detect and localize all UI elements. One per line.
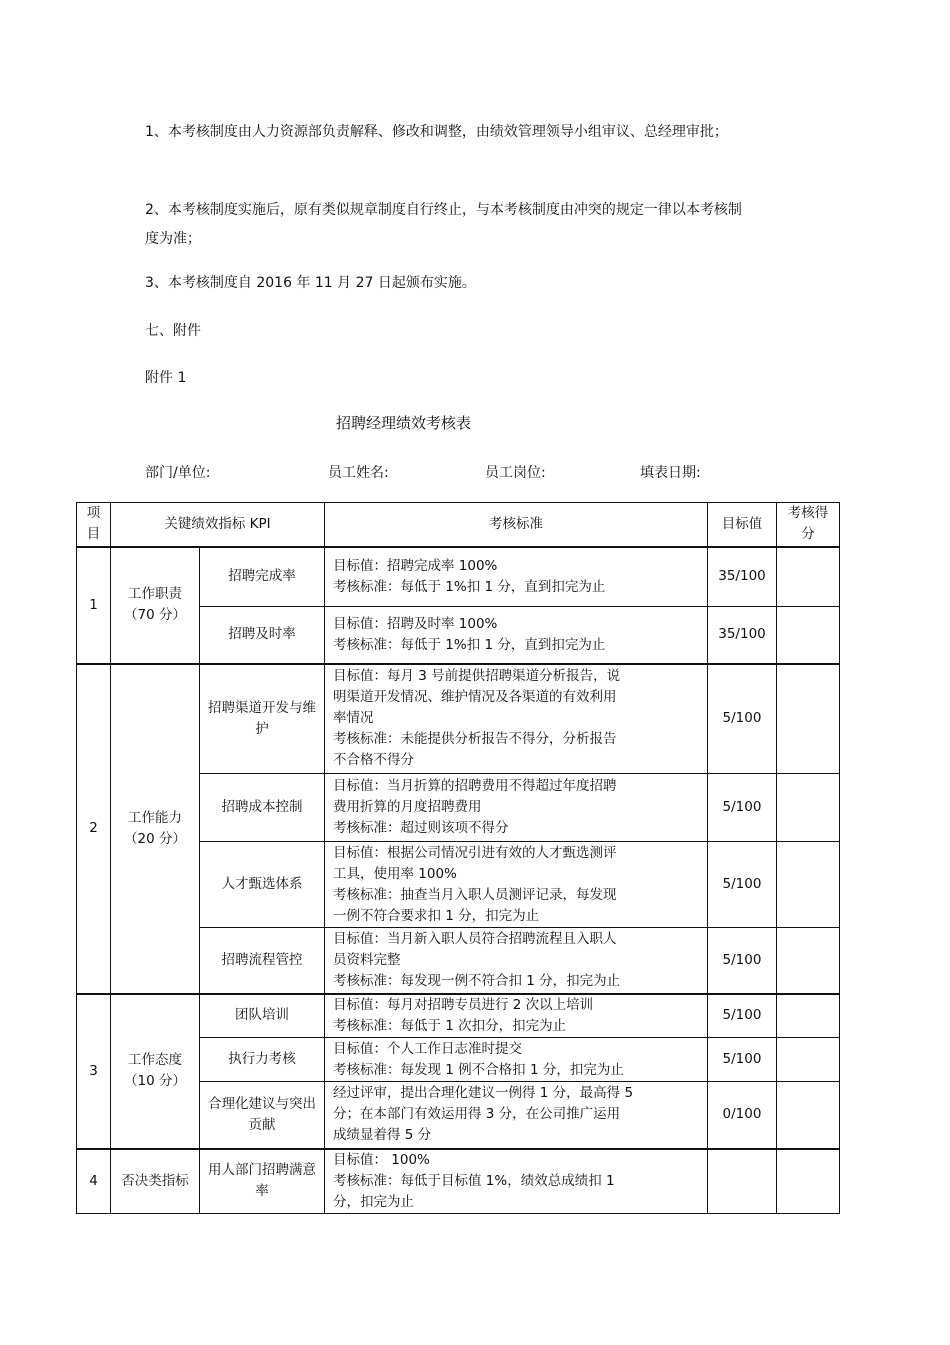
standard-line: 经过评审，提出合理化建议一例得 1 分，最高得 5 (333, 1085, 634, 1102)
header-item: 项目 (77, 503, 111, 547)
standard-line: 成绩显着得 5 分 (333, 1127, 432, 1144)
standard-line: 一例不符合要求扣 1 分，扣完为止 (333, 907, 540, 924)
standard-line: 考核标准：未能提供分析报告不得分，分析报告 (333, 731, 617, 748)
score-cell (777, 1149, 840, 1214)
kpi-table (76, 502, 840, 1214)
target-cell: 35/100 (708, 607, 777, 664)
standard-line: 考核标准：每发现 1 例不合格扣 1 分，扣完为止 (333, 1061, 624, 1078)
standard-line: 目标值：招聘及时率 100% (333, 615, 498, 632)
category-cell: 工作态度（10 分） (111, 994, 200, 1149)
item-number: 4 (77, 1149, 111, 1214)
score-cell (777, 994, 840, 1038)
standard-line: 工具，使用率 100% (333, 865, 457, 882)
attachment-label: 附件 1 (145, 370, 187, 386)
table-row (77, 547, 840, 607)
standard-line: 考核标准：每低于 1%扣 1 分，直到扣完为止 (333, 636, 606, 653)
table-row (77, 664, 840, 774)
target-cell: 0/100 (708, 1082, 777, 1149)
kpi-cell: 合理化建议与突出贡献 (200, 1082, 325, 1149)
score-cell (777, 1082, 840, 1149)
header-row (77, 503, 840, 547)
standard-cell (325, 1038, 708, 1082)
standard-cell (325, 928, 708, 994)
standard-line: 目标值： 100% (333, 1151, 430, 1168)
standard-line: 目标值：招聘完成率 100% (333, 557, 498, 574)
target-cell: 35/100 (708, 547, 777, 607)
header-target: 目标值 (708, 503, 777, 547)
standard-line: 目标值：当月折算的招聘费用不得超过年度招聘 (333, 778, 617, 794)
kpi-cell: 招聘成本控制 (200, 774, 325, 842)
target-cell: 5/100 (708, 664, 777, 774)
standard-cell (325, 664, 708, 774)
standard-line: 分，扣完为止 (333, 1193, 414, 1210)
meta-department: 部门/单位: (145, 465, 211, 481)
standard-line: 分；在本部门有效运用得 3 分，在公司推广运用 (333, 1106, 621, 1123)
standard-cell (325, 1082, 708, 1149)
meta-employee-position: 员工岗位: (485, 465, 546, 481)
clause-1: 1、本考核制度由人力资源部负责解释、修改和调整，由绩效管理领导小组审议、总经理审批； (145, 124, 728, 140)
kpi-cell: 招聘渠道开发与维护 (200, 664, 325, 774)
score-cell (777, 774, 840, 842)
score-cell (777, 1038, 840, 1082)
target-cell: 5/100 (708, 842, 777, 928)
header-kpi: 关键绩效指标 KPI (111, 503, 325, 547)
item-number: 1 (77, 547, 111, 664)
target-cell: 5/100 (708, 928, 777, 994)
kpi-cell: 用人部门招聘满意率 (200, 1149, 325, 1214)
header-standard: 考核标准 (325, 503, 708, 547)
target-cell: 5/100 (708, 994, 777, 1038)
standard-cell (325, 547, 708, 607)
kpi-cell: 招聘完成率 (200, 547, 325, 607)
standard-cell (325, 774, 708, 842)
category-cell: 否决类指标 (111, 1149, 200, 1214)
standard-line: 目标值：个人工作日志准时提交 (333, 1040, 522, 1057)
kpi-cell: 团队培训 (200, 994, 325, 1038)
standard-cell (325, 607, 708, 664)
target-cell: 5/100 (708, 774, 777, 842)
header-score: 考核得分 (777, 503, 840, 547)
kpi-cell: 招聘流程管控 (200, 928, 325, 994)
table-row (77, 994, 840, 1038)
target-cell (708, 1149, 777, 1214)
meta-fill-date: 填表日期: (640, 465, 701, 481)
clause-3: 3、本考核制度自 2016 年 11 月 27 日起颁布实施。 (145, 275, 476, 291)
meta-employee-name: 员工姓名: (328, 465, 389, 481)
score-cell (777, 607, 840, 664)
standard-line: 率情况 (333, 710, 374, 727)
standard-line: 不合格不得分 (333, 752, 414, 769)
form-title: 招聘经理绩效考核表 (336, 414, 472, 432)
standard-line: 目标值：每月对招聘专员进行 2 次以上培训 (333, 996, 594, 1013)
score-cell (777, 842, 840, 928)
table-row (77, 1149, 840, 1214)
kpi-cell: 执行力考核 (200, 1038, 325, 1082)
standard-line: 考核标准：每低于 1%扣 1 分，直到扣完为止 (333, 578, 606, 595)
standard-line: 考核标准：抽查当月入职人员测评记录，每发现 (333, 886, 617, 903)
kpi-cell: 招聘及时率 (200, 607, 325, 664)
standard-line: 考核标准：超过则该项不得分 (333, 820, 509, 836)
standard-line: 明渠道开发情况、维护情况及各渠道的有效利用 (333, 689, 617, 706)
category-cell: 工作能力（20 分） (111, 664, 200, 994)
clause-2: 2、本考核制度实施后，原有类似规章制度自行终止，与本考核制度由冲突的规定一律以本考核制度为准； (145, 202, 742, 247)
standard-line: 目标值：当月新入职人员符合招聘流程且入职人 (333, 930, 617, 947)
standard-line: 目标值：根据公司情况引进有效的人才甄选测评 (333, 844, 617, 861)
standard-line: 考核标准：每低于目标值 1%，绩效总成绩扣 1 (333, 1172, 615, 1189)
score-cell (777, 664, 840, 774)
kpi-cell: 人才甄选体系 (200, 842, 325, 928)
standard-line: 考核标准：每发现一例不符合扣 1 分，扣完为止 (333, 972, 621, 989)
standard-line: 目标值：每月 3 号前提供招聘渠道分析报告，说 (333, 668, 621, 685)
section-heading: 七、附件 (145, 323, 201, 339)
standard-cell (325, 1149, 708, 1214)
standard-cell (325, 842, 708, 928)
standard-line: 员资料完整 (333, 951, 401, 968)
item-number: 3 (77, 994, 111, 1149)
standard-line: 费用折算的月度招聘费用 (333, 799, 482, 815)
category-cell: 工作职责（70 分） (111, 547, 200, 664)
item-number: 2 (77, 664, 111, 994)
target-cell: 5/100 (708, 1038, 777, 1082)
score-cell (777, 928, 840, 994)
score-cell (777, 547, 840, 607)
standard-line: 考核标准：每低于 1 次扣分，扣完为止 (333, 1017, 567, 1034)
standard-cell (325, 994, 708, 1038)
